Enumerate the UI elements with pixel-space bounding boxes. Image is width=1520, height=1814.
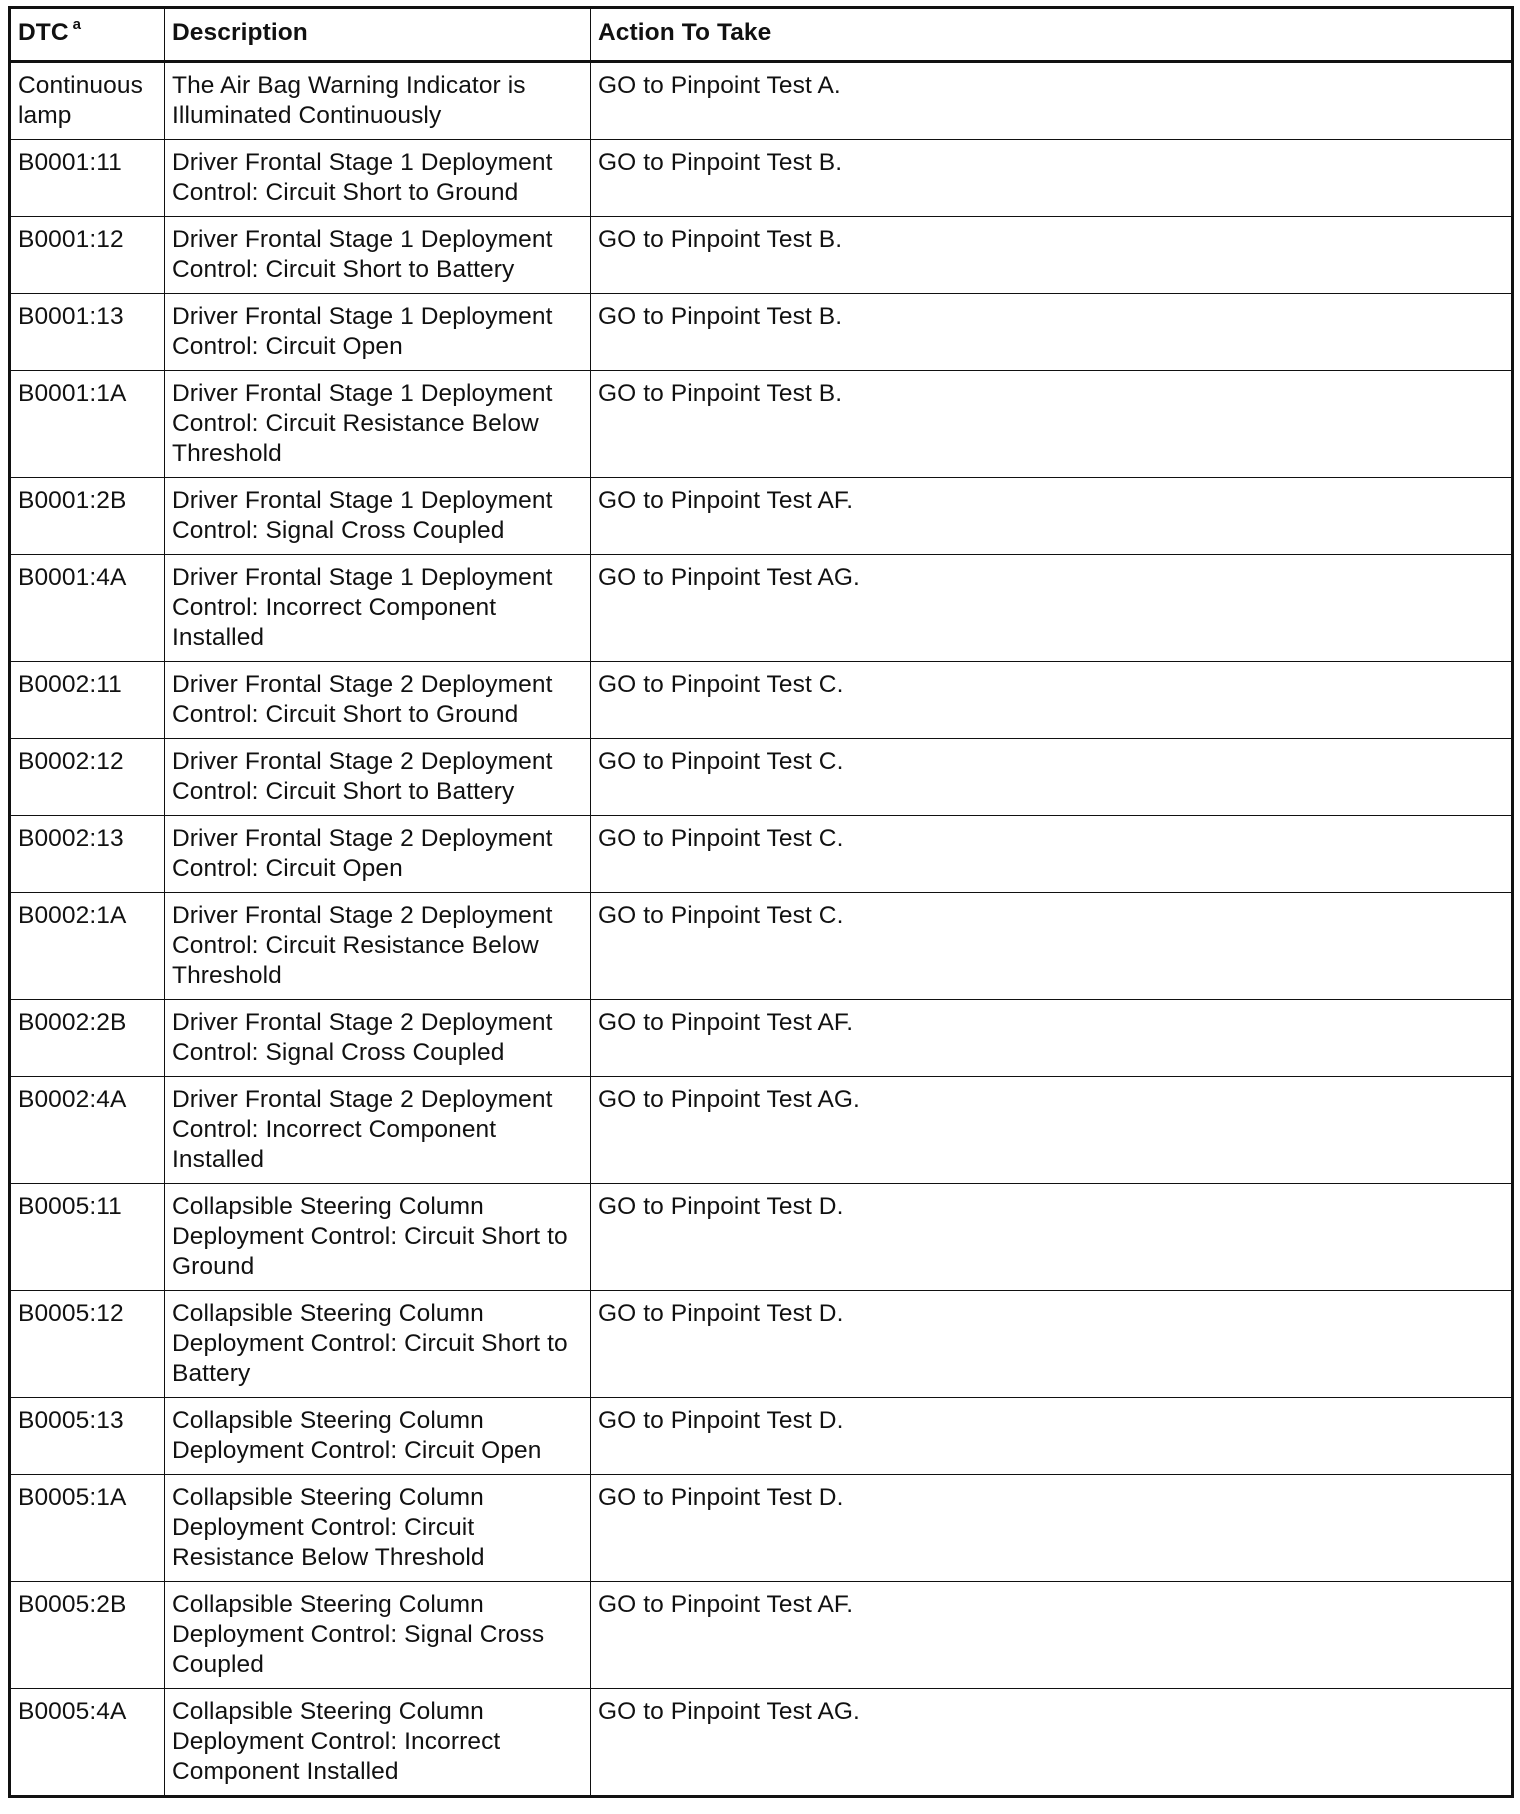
description-cell: Driver Frontal Stage 1 Deployment Control: Circuit Short to Ground	[165, 140, 591, 217]
dtc-cell: B0001:11	[10, 140, 165, 217]
description-cell: Collapsible Steering Column Deployment Control: Signal Cross Coupled	[165, 1582, 591, 1689]
description-cell: Collapsible Steering Column Deployment Control: Circuit Short to Ground	[165, 1184, 591, 1291]
description-cell: Driver Frontal Stage 2 Deployment Control: Circuit Short to Battery	[165, 739, 591, 816]
dtc-cell: B0001:2B	[10, 478, 165, 555]
description-cell: Collapsible Steering Column Deployment Control: Circuit Short to Battery	[165, 1291, 591, 1398]
table-row	[10, 739, 1513, 816]
action-cell: GO to Pinpoint Test C.	[591, 893, 1513, 1000]
table-row	[10, 1184, 1513, 1291]
action-cell: GO to Pinpoint Test C.	[591, 662, 1513, 739]
action-cell: GO to Pinpoint Test AF.	[591, 1582, 1513, 1689]
action-cell: GO to Pinpoint Test AG.	[591, 1689, 1513, 1797]
table-row	[10, 1475, 1513, 1582]
dtc-cell: B0001:13	[10, 294, 165, 371]
action-cell: GO to Pinpoint Test D.	[591, 1398, 1513, 1475]
dtc-cell: B0001:4A	[10, 555, 165, 662]
action-cell: GO to Pinpoint Test C.	[591, 739, 1513, 816]
dtc-cell: Continuous lamp	[10, 62, 165, 140]
table-header	[10, 8, 1513, 62]
description-cell: Driver Frontal Stage 1 Deployment Control: Circuit Resistance Below Threshold	[165, 371, 591, 478]
dtc-table	[8, 6, 1514, 1798]
header-description: Description	[165, 8, 591, 62]
description-cell: The Air Bag Warning Indicator is Illuminated Continuously	[165, 62, 591, 140]
table-row	[10, 1398, 1513, 1475]
action-cell: GO to Pinpoint Test AG.	[591, 555, 1513, 662]
header-dtc-footnote: a	[72, 15, 82, 33]
dtc-cell: B0005:2B	[10, 1582, 165, 1689]
header-dtc-label: DTC	[18, 19, 69, 46]
action-cell: GO to Pinpoint Test D.	[591, 1291, 1513, 1398]
action-cell: GO to Pinpoint Test B.	[591, 371, 1513, 478]
table-row	[10, 816, 1513, 893]
description-cell: Driver Frontal Stage 1 Deployment Control: Incorrect Component Installed	[165, 555, 591, 662]
dtc-cell: B0005:1A	[10, 1475, 165, 1582]
action-cell: GO to Pinpoint Test A.	[591, 62, 1513, 140]
description-cell: Driver Frontal Stage 1 Deployment Control: Circuit Short to Battery	[165, 217, 591, 294]
dtc-cell: B0001:1A	[10, 371, 165, 478]
description-cell: Driver Frontal Stage 2 Deployment Control: Circuit Resistance Below Threshold	[165, 893, 591, 1000]
action-cell: GO to Pinpoint Test D.	[591, 1184, 1513, 1291]
action-cell: GO to Pinpoint Test C.	[591, 816, 1513, 893]
action-cell: GO to Pinpoint Test AF.	[591, 1000, 1513, 1077]
table-row	[10, 217, 1513, 294]
dtc-cell: B0005:11	[10, 1184, 165, 1291]
action-cell: GO to Pinpoint Test AF.	[591, 478, 1513, 555]
table-body	[10, 62, 1513, 1797]
action-cell: GO to Pinpoint Test B.	[591, 217, 1513, 294]
description-cell: Driver Frontal Stage 1 Deployment Control: Circuit Open	[165, 294, 591, 371]
dtc-cell: B0002:4A	[10, 1077, 165, 1184]
table-row	[10, 1291, 1513, 1398]
table-row	[10, 140, 1513, 217]
description-cell: Driver Frontal Stage 2 Deployment Control: Incorrect Component Installed	[165, 1077, 591, 1184]
dtc-cell: B0002:1A	[10, 893, 165, 1000]
table-row	[10, 62, 1513, 140]
dtc-cell: B0002:12	[10, 739, 165, 816]
description-cell: Collapsible Steering Column Deployment Control: Circuit Resistance Below Threshold	[165, 1475, 591, 1582]
dtc-cell: B0002:13	[10, 816, 165, 893]
action-cell: GO to Pinpoint Test AG.	[591, 1077, 1513, 1184]
description-cell: Driver Frontal Stage 2 Deployment Control: Signal Cross Coupled	[165, 1000, 591, 1077]
header-action: Action To Take	[591, 8, 1513, 62]
table-row	[10, 555, 1513, 662]
table-row	[10, 662, 1513, 739]
table-row	[10, 893, 1513, 1000]
table-row	[10, 371, 1513, 478]
table-row	[10, 1000, 1513, 1077]
description-cell: Driver Frontal Stage 2 Deployment Control: Circuit Short to Ground	[165, 662, 591, 739]
dtc-cell: B0001:12	[10, 217, 165, 294]
action-cell: GO to Pinpoint Test D.	[591, 1475, 1513, 1582]
description-cell: Driver Frontal Stage 2 Deployment Control: Circuit Open	[165, 816, 591, 893]
table-row	[10, 1582, 1513, 1689]
table-row	[10, 1077, 1513, 1184]
action-cell: GO to Pinpoint Test B.	[591, 140, 1513, 217]
description-cell: Driver Frontal Stage 1 Deployment Control: Signal Cross Coupled	[165, 478, 591, 555]
header-dtc	[10, 8, 165, 62]
table-row	[10, 1689, 1513, 1797]
table-row	[10, 478, 1513, 555]
description-cell: Collapsible Steering Column Deployment Control: Incorrect Component Installed	[165, 1689, 591, 1797]
description-cell: Collapsible Steering Column Deployment Control: Circuit Open	[165, 1398, 591, 1475]
table-row	[10, 294, 1513, 371]
header-row	[10, 8, 1513, 62]
dtc-cell: B0005:4A	[10, 1689, 165, 1797]
dtc-cell: B0005:13	[10, 1398, 165, 1475]
action-cell: GO to Pinpoint Test B.	[591, 294, 1513, 371]
dtc-cell: B0002:2B	[10, 1000, 165, 1077]
dtc-cell: B0002:11	[10, 662, 165, 739]
dtc-cell: B0005:12	[10, 1291, 165, 1398]
